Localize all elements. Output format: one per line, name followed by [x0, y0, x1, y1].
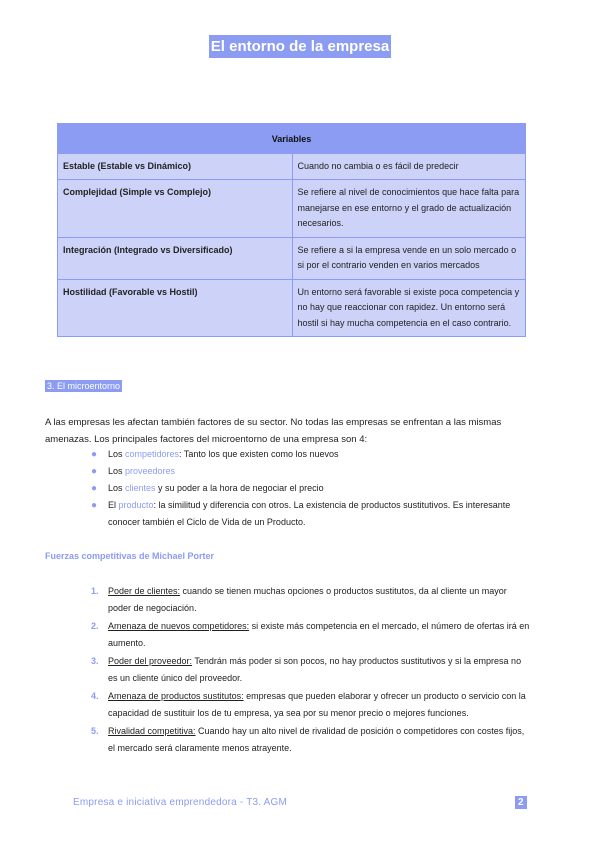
factor-keyword: clientes — [125, 483, 156, 493]
intro-paragraph: A las empresas les afectan también factores de su sector. No todas las empresas se enfrentan a las mismas amenazas. Los principales factores del microentorno de una empresa son 4: — [45, 417, 502, 445]
list-number: 4. — [91, 691, 99, 701]
bullet-icon: ● — [91, 500, 98, 511]
list-item — [91, 688, 531, 722]
list-number: 5. — [91, 726, 99, 736]
list-number: 3. — [91, 656, 99, 666]
table-row — [58, 279, 526, 337]
table-row — [58, 153, 526, 180]
list-item — [91, 653, 531, 687]
force-description: cuando se tienen muchas opciones o productos sustitutos, da al cliente un mayor poder de negociación. — [108, 586, 507, 613]
list-item — [91, 497, 531, 531]
force-term: Rivalidad competitiva: — [108, 726, 196, 736]
list-item — [91, 583, 531, 617]
table-header: Variables — [58, 124, 526, 154]
table-row — [58, 180, 526, 238]
page-title — [0, 38, 600, 56]
list-item — [91, 446, 531, 463]
factor-text: : la similitud y diferencia con otros. La existencia de productos sustitutivos. Es interesante conocer también el Ciclo de Vida de un Producto. — [108, 500, 511, 527]
table-row — [58, 237, 526, 279]
variable-description: Se refiere a si la empresa vende en un solo mercado o si por el contrario venden en varios mercados — [292, 237, 526, 279]
factor-keyword: producto — [118, 500, 154, 510]
variable-description: Cuando no cambia o es fácil de predecir — [292, 153, 526, 180]
force-term: Poder del proveedor: — [108, 656, 193, 666]
variables-table — [57, 123, 526, 337]
factor-prefix: Los — [108, 483, 126, 493]
bullet-icon: ● — [91, 449, 98, 460]
factor-list — [91, 446, 531, 531]
variable-label: Estable (Estable vs Dinámico) — [58, 153, 293, 180]
list-item — [91, 723, 531, 757]
variable-label: Complejidad (Simple vs Complejo) — [58, 180, 293, 238]
list-number: 1. — [91, 586, 99, 596]
porter-heading: Fuerzas competitivas de Michael Porter — [45, 551, 215, 561]
force-description: Tendrán más poder si son pocos, no hay productos sustitutivos y si la empresa no es un cliente único del proveedor. — [108, 656, 522, 683]
factor-keyword: competidores — [125, 449, 180, 459]
force-term: Poder de clientes: — [108, 586, 181, 596]
list-item — [91, 618, 531, 652]
table-header-row — [58, 124, 526, 154]
factor-prefix: Los — [108, 449, 126, 459]
bullet-icon: ● — [91, 466, 98, 477]
footer-text: Empresa e iniciativa emprendedora - T3. AGM — [73, 797, 288, 808]
variable-description: Se refiere al nivel de conocimientos que hace falta para manejarse en ese entorno y el grado de actualización necesarios. — [292, 180, 526, 238]
factor-prefix: Los — [108, 466, 126, 476]
force-term: Amenaza de nuevos competidores: — [108, 621, 250, 631]
force-term: Amenaza de productos sustitutos: — [108, 691, 244, 701]
porter-forces-list — [91, 583, 531, 758]
force-description: Cuando hay un alto nivel de rivalidad de posición o competidores con costes fijos, el mercado será claramente menos atrayente. — [108, 726, 525, 753]
list-item — [91, 463, 531, 480]
force-description: empresas que pueden elaborar y ofrecer un producto o servicio con la capacidad de sustituir los de tu empresa, ya sea por su menor precio o mejores funciones. — [108, 691, 526, 718]
list-item — [91, 480, 531, 497]
section-heading-microentorno: 3. El microentorno — [47, 381, 121, 391]
page-number: 2 — [515, 796, 527, 809]
factor-text: : Tanto los que existen como los nuevos — [179, 449, 339, 459]
list-number: 2. — [91, 621, 99, 631]
page-title-text: El entorno de la empresa — [209, 35, 391, 58]
variable-label: Integración (Integrado vs Diversificado) — [58, 237, 293, 279]
variable-description: Un entorno será favorable si existe poca competencia y no hay que reaccionar con rapidez. Un entorno será hostil si hay mucha competencia en el caso contrario. — [292, 279, 526, 337]
factor-keyword: proveedores — [125, 466, 176, 476]
bullet-icon: ● — [91, 483, 98, 494]
variable-label: Hostilidad (Favorable vs Hostil) — [58, 279, 293, 337]
factor-text: y su poder a la hora de negociar el precio — [155, 483, 324, 493]
factor-prefix: El — [108, 500, 119, 510]
force-description: si existe más competencia en el mercado, el número de ofertas irá en aumento. — [108, 621, 530, 648]
